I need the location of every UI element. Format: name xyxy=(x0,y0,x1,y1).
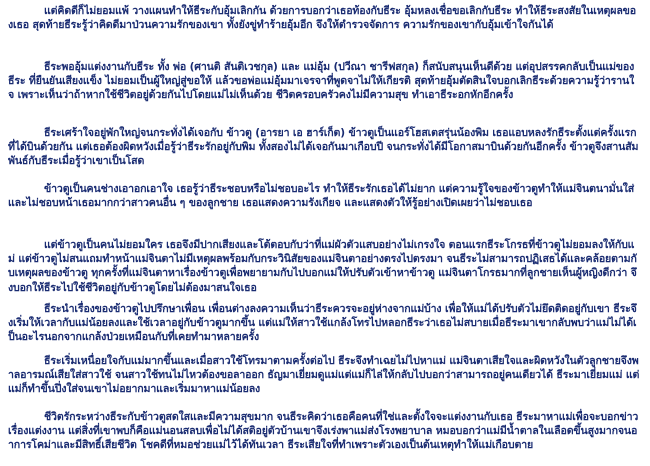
paragraph-3: ธีระเศร้าใจอยู่พักใหญ่จนกระทั่งได้เจอกับ ข้าวตู (อารยา เอ ฮาร์เก็ต) ข้าวตูเป็นแอร์โฮสเตสรุ่นน้องพิม เธอแอบหลงรักธีระตั้งแต่ครั้งแรกที่ได้บินด้วยกัน แต่เธอต้องผิดหวังเมื่อรู้ว่าธีระรักอยู่กับพิม ทั้งสองไม่ได้เจอกันมาเกือบปี จนกระทั่งได้มีโอกาสมาบินด้วยกันอีกครั้ง ข้าวตูจึงสานสัมพันธ์กับธีระเมื่อรู้ว่าเขาเป็นโสด xyxy=(8,127,639,168)
paragraph-2: ธีระพออุ้มแต่งงานกับธีระ ทั้ง พ่อ (ศานติ สันติเวชกุล) และ แม่อุ้ม (ปวีณา ชารีฟสกุล) ก็สนับสนุนเห็นดีด้วย แต่อุปสรรคกลับเป็นแม่ของธีระ ที่ยืนยันเสียงแข็ง ไม่ยอมเป็นผู้ใหญ่สู่ขอให้ แล้วขอพ่อแม่อุ้มมาเจรจาที่พูดจาไม่ให้เกียรติ สุดท้ายอุ้มตัดสินใจบอกเลิกธีระด้วยความรู้ว่ารานใจ เพราะเห็นว่าถ้าหากใช้ชีวิตอยู่ด้วยกันไปโดยแม่ไม่เห็นด้วย ชีวิตครอบครัวคงไม่มีความสุข ทำเอาธีระอกหักอีกครั้ง xyxy=(8,61,635,102)
paragraph-6: ธีระนำเรื่องของข้าวตูไปปรึกษาเพื่อน เพื่อนต่างลงความเห็นว่าธีระควรจะอยู่ห่างจากแม่บ้าง เพื่อให้แม่ได้ปรับตัวไม่ยึดติดอยู่กับเขา ธีระจึงเริ่มให้เวลากับแม่น้อยลงและใช้เวลาอยู่กับข้าวตูมากขึ้น แต่แม่ให้สาวใช้แกล้งโทรไปหลอกธีระว่าเธอไม่สบายเมื่อธีระมาเขากลับพบว่าแม่ไม่ได้เป็นอะไรนอกจากแกล้งป่วยเหมือนกับที่เคยทำมาหลายครั้ง xyxy=(8,303,637,344)
paragraph-7: ธีระเริ่มเหนื่อยใจกับแม่มากขึ้นและเมื่อสาวใช้โทรมาตามครั้งต่อไป ธีระจึงทำเฉยไม่ไปหาแม่ แม่จินตาเสียใจและผิดหวังในตัวลูกชายจึงพาลอารมณ์เสียใส่สาวใช้ จนสาวใช้ทนไม่ไหวต้องขอลาออก ธัญมาเยี่ยมดูแม่แต่แม่ก็ไล่ให้กลับไปบอกว่าสามารถอยู่คนเดียวได้ ธีระมาเยี่ยมแม่ แต่แม่ก็ทำขึ้นปึ่งใส่จนเขาไม่อยากมาและเริ่มมาหาแม่น้อยลง xyxy=(8,355,640,396)
paragraph-8: ชีวิตรักระหว่างธีระกับข้าวตูสดใสและมีความสุขมาก จนธีระคิดว่าเธอคือคนที่ใช่และตั้งใจจะแต่งงานกับเธอ ธีระมาหาแม่เพื่อจะบอกข่าวเรื่องแต่งงาน แต่สิ่งที่เขาพบก็คือแม่นอนสลบเพื่อไม่ได้สติอยู่ตัวบ้านเขาจึงเร่งพาแม่ส่งโรงพยาบาล หมอบอกว่าแม่มีน้ำตาลในเลือดขึ้นสูงมากจนอาการโคม่าและมีสิทธิ์เสียชีวิต โชคดีที่หมอช่วยแม่ไว้ได้ทันเวลา ธีระเสียใจที่ทำเพราะตัวเองเป็นต้นเหตุทำให้แม่เกือบตาย xyxy=(8,411,639,452)
paragraph-5: แต่ข้าวตูเป็นคนไม่ยอมใคร เธอจึงมีปากเสียงและโต้ตอบกับว่าที่แม่ผัวตัวแสบอย่างไม่เกรงใจ ตอนแรกธีระโกรธที่ข้าวตูไม่ยอมลงให้กับแม่ แต่ข้าวตูไม่สนแถมทำหน้าแม่จินตาไม่มีเหตุผลพร้อมกับกระวินิสัยของแม่จินตาอย่างตรงไปตรงมา จนธีระไม่สามารถปฏิเสธได้และคล้อยตามกับเหตุผลของข้าวตู ทุกครั้งที่แม่จินตาหาเรื่องข้าวตูเพื่อพยายามกับไปบอกแม่ให้ปรับตัวเข้าหาข้าวตู แม่จินตาโกรธมากที่ลูกชายเห็นผู้หญิงดีกว่า จึงบอกให้ธีระไปใช้ชีวิตอยู่กับข้าวตูโดยไม่ต้องมาสนใจเธอ xyxy=(8,239,637,294)
paragraph-1: แต่คิดดีก็ไม่ยอมแพ้ วางแผนทำให้ธีระกับอุ้มเลิกกัน ด้วยการบอกว่าเธอท้องกับธีระ อุ้มหลงเชื่อขอเลิกกับธีระ ทำให้ธีระสงสัยในเหตุผลของเธอ สุดท้ายธีระรู้ว่าคิดดีมาป่วนความรักของเขา ทั้งยังขู่ทำร้ายอุ้มอีก จึงให้ตำรวจจัดการ ความรักของเขากับอุ้มเข้าใจกันได้ xyxy=(8,5,636,32)
paragraph-4: ข้าวตูเป็นคนช่างเอาอกเอาใจ เธอรู้ว่าธีระชอบหรือไม่ชอบอะไร ทำให้ธีระรักเธอได้ไม่ยาก แต่ความรู้ใจของข้าวตูทำให้แม่จินตนามั่นใส่และไม่ชอบหน้าเธอมากกว่าสาวคนอื่น ๆ ของลูกชาย เธอแสดงความรังเกียจ และแสดงตัวให้รู้อย่างเปิดเผยว่าไม่ชอบเธอ xyxy=(8,183,635,210)
